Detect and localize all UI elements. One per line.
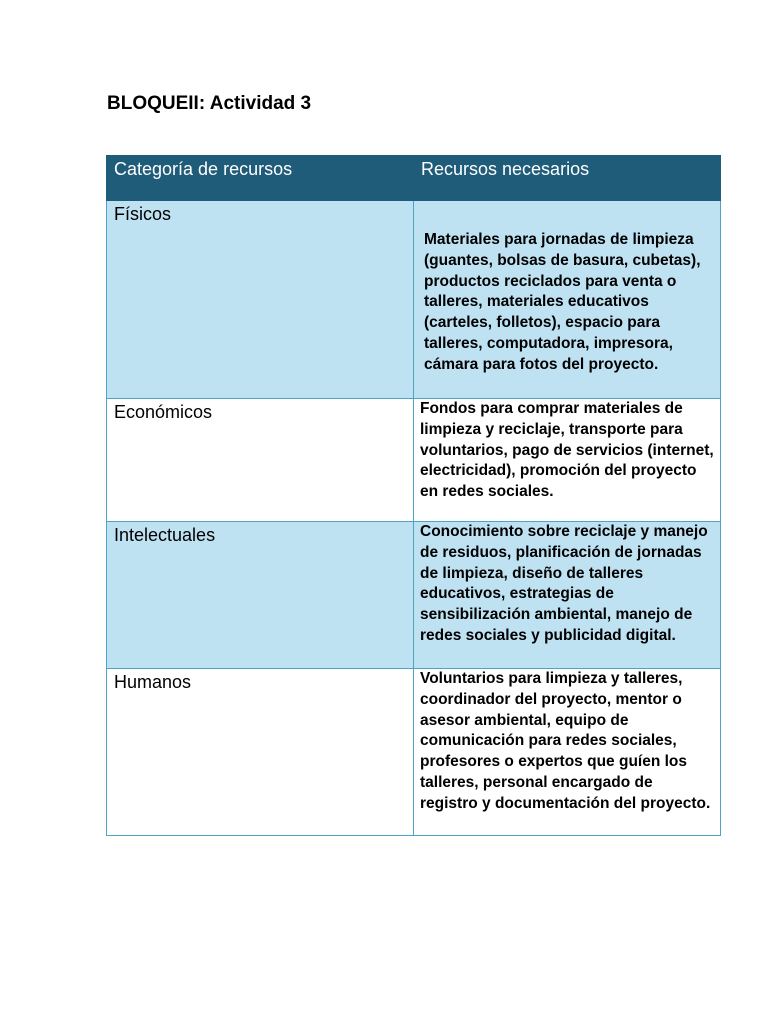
resources-text: Materiales para jornadas de limpieza (guantes, bolsas de basura, cubetas), productos reciclados para venta o talleres, materiales educativos (carteles, folletos), espacio para talleres, computadora, impresora, cámara para fotos del proyecto. bbox=[424, 231, 701, 373]
table-row bbox=[107, 201, 721, 399]
header-resources: Recursos necesarios bbox=[414, 156, 721, 201]
category-cell bbox=[107, 201, 414, 399]
category-cell bbox=[107, 399, 414, 522]
resources-text: Fondos para comprar materiales de limpieza y reciclaje, transporte para voluntarios, pago de servicios (internet, electricidad), promoción del proyecto en redes sociales. bbox=[420, 400, 714, 501]
header-category: Categoría de recursos bbox=[107, 156, 414, 201]
table-row bbox=[107, 399, 721, 522]
resources-text: Conocimiento sobre reciclaje y manejo de residuos, planificación de jornadas de limpieza, diseño de talleres educativos, estrategias de sensibilización ambiental, manejo de redes sociales y publicidad digital. bbox=[420, 523, 708, 644]
category-label: Humanos bbox=[114, 672, 192, 692]
resources-cell bbox=[414, 522, 721, 669]
resources-text: Voluntarios para limpieza y talleres, coordinador del proyecto, mentor o asesor ambiental, equipo de comunicación para redes sociales, profesores o expertos que guíen los talleres, personal encargado de registro y documentación del proyecto. bbox=[420, 670, 711, 812]
document-title: BLOQUEII: Actividad 3 bbox=[107, 93, 312, 114]
category-label: Económicos bbox=[114, 402, 213, 422]
category-label: Intelectuales bbox=[114, 525, 216, 545]
table-row bbox=[107, 522, 721, 669]
resources-cell bbox=[414, 201, 721, 399]
category-label: Físicos bbox=[114, 204, 172, 224]
category-cell bbox=[107, 669, 414, 836]
resources-cell bbox=[414, 399, 721, 522]
resources-table bbox=[106, 155, 721, 836]
category-cell bbox=[107, 522, 414, 669]
table-header-row bbox=[107, 156, 721, 201]
table-row bbox=[107, 669, 721, 836]
resources-cell bbox=[414, 669, 721, 836]
